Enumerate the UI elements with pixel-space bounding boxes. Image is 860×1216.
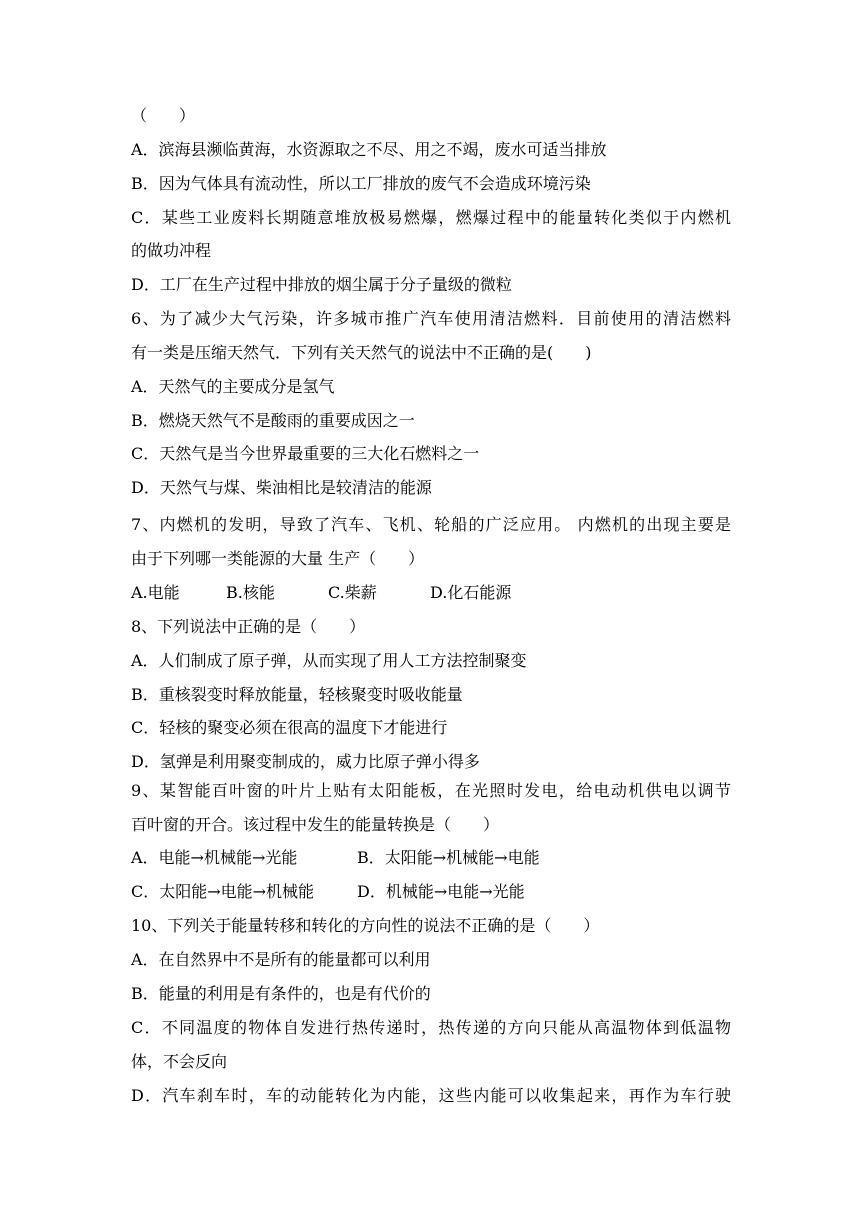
q9-options-row-1 — [131, 847, 731, 869]
q6-option-b: B．燃烧天然气不是酸雨的重要成因之一 — [131, 411, 415, 430]
q7-option-d: D.化石能源 — [430, 583, 512, 602]
q7-options-row — [131, 582, 731, 604]
q7-option-c: C.柴薪 — [328, 583, 377, 602]
q6-stem-line-1: 6、为了减少大气污染，许多城市推广汽车使用清洁燃料．目前使用的清洁燃料 — [131, 309, 731, 328]
q9-option-b: B．太阳能→机械能→电能 — [357, 848, 540, 867]
q6-option-c: C．天然气是当今世界最重要的三大化石燃料之一 — [131, 444, 480, 463]
q10-option-a: A．在自然界中不是所有的能量都可以利用 — [131, 950, 431, 969]
q5-answer-bracket: （ ） — [131, 106, 196, 125]
q10-option-b: B．能量的利用是有条件的，也是有代价的 — [131, 984, 431, 1003]
q7-stem-line-1: 7、内燃机的发明，导致了汽车、飞机、轮船的广泛应用。 内燃机的出现主要是 — [131, 515, 731, 534]
q5-option-d: D．工厂在生产过程中排放的烟尘属于分子量级的微粒 — [131, 275, 512, 294]
q7-stem-line-2: 由于下列哪一类能源的大量 生产（ ） — [131, 549, 425, 568]
q8-option-b: B．重核裂变时释放能量，轻核聚变时吸收能量 — [131, 685, 463, 704]
q7-option-a: A.电能 — [131, 583, 180, 602]
q8-option-c: C．轻核的聚变必须在很高的温度下才能进行 — [131, 718, 448, 737]
q5-option-b: B．因为气体具有流动性，所以工厂排放的废气不会造成环境污染 — [131, 174, 591, 193]
q9-option-d: D．机械能→电能→光能 — [357, 882, 525, 901]
q5-option-c: C．某些工业废料长期随意堆放极易燃爆，燃爆过程中的能量转化类似于内燃机 — [131, 208, 731, 227]
q9-options-row-2 — [131, 881, 731, 903]
q6-option-d: D．天然气与煤、柴油相比是较清洁的能源 — [131, 478, 432, 497]
q8-stem: 8、下列说法中正确的是（ ） — [131, 617, 366, 636]
q8-option-d: D．氢弹是利用聚变制成的，威力比原子弹小得多 — [131, 752, 480, 771]
q6-stem-line-2: 有一类是压缩天然气．下列有关天然气的说法中不正确的是( ) — [131, 343, 592, 362]
q9-stem-line-1: 9、某智能百叶窗的叶片上贴有太阳能板，在光照时发电，给电动机供电以调节 — [131, 781, 731, 800]
q6-option-a: A．天然气的主要成分是氢气 — [131, 377, 335, 396]
q5-option-a: A．滨海县濒临黄海，水资源取之不尽、用之不竭，废水可适当排放 — [131, 140, 607, 159]
q8-option-a: A．人们制成了原子弹，从而实现了用人工方法控制聚变 — [131, 651, 527, 670]
q10-option-c-cont: 体，不会反向 — [131, 1052, 228, 1071]
q10-option-d: D．汽车刹车时，车的动能转化为内能，这些内能可以收集起来，再作为车行驶 — [131, 1086, 731, 1105]
q7-option-b: B.核能 — [226, 583, 275, 602]
q5-option-c-cont: 的做功冲程 — [131, 241, 212, 260]
q9-option-c: C．太阳能→电能→机械能 — [131, 882, 315, 901]
q10-option-c: C．不同温度的物体自发进行热传递时，热传递的方向只能从高温物体到低温物 — [131, 1018, 731, 1037]
q9-option-a: A．电能→机械能→光能 — [131, 848, 298, 867]
q10-stem: 10、下列关于能量转移和转化的方向性的说法不正确的是（ ） — [131, 916, 600, 935]
q9-stem-line-2: 百叶窗的开合。该过程中发生的能量转换是（ ） — [131, 815, 500, 834]
